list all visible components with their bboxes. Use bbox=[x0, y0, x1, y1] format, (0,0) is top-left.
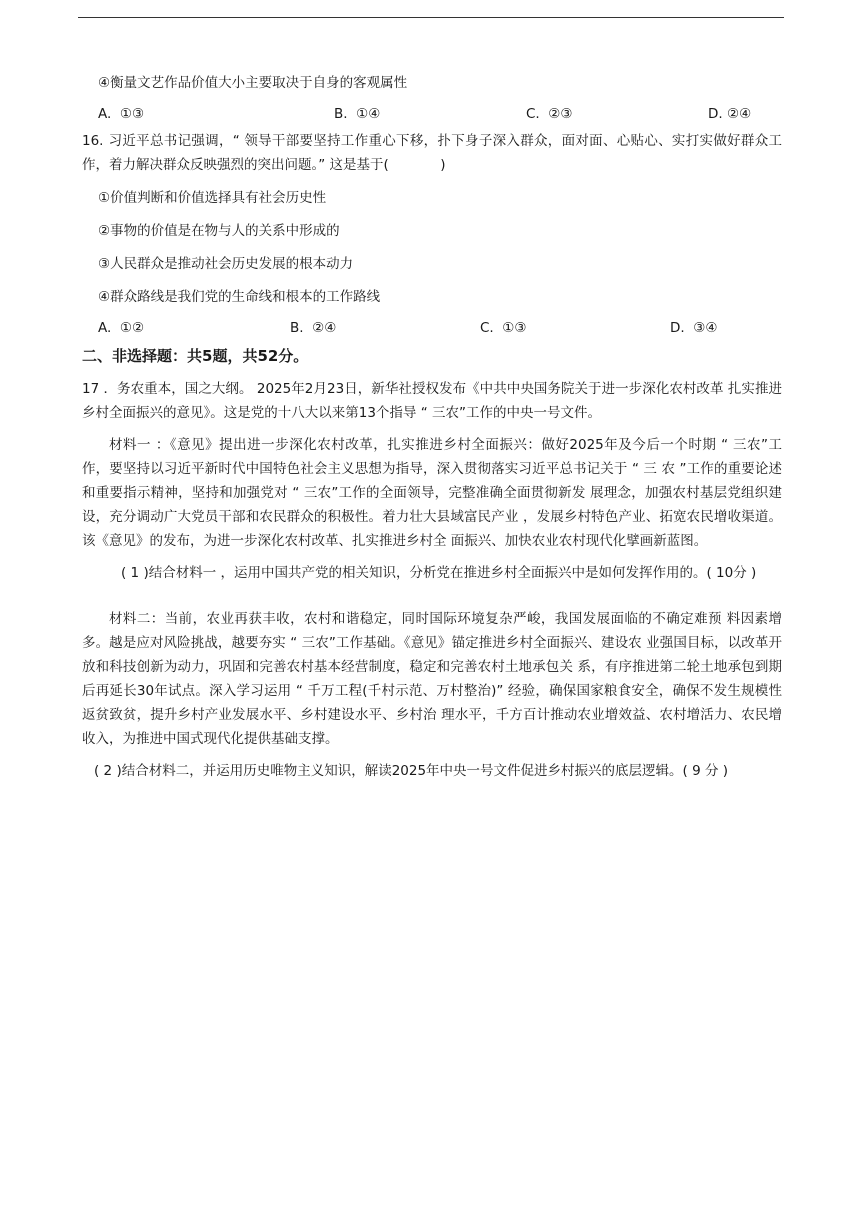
q16-stem-text: 习近平总书记强调，“ 领导干部要坚持工作重心下移，扑下身子深入群众，面对面、心贴心、实打实做好群众工作，着力解决群众反映强烈的突出问题。” 这是基于( ) bbox=[82, 133, 782, 173]
q16-stem bbox=[82, 129, 782, 177]
q16-option-b[interactable]: B. ②④ bbox=[290, 320, 337, 336]
q15-option-a[interactable]: A. ①③ bbox=[98, 106, 145, 122]
q17-subquestion-1: ( 1 )结合材料一 ，运用中国共产党的相关知识，分析党在推进乡村全面振兴中是如何发挥作用的。( 10分 ) bbox=[121, 565, 757, 581]
q15-item-4: ④衡量文艺作品价值大小主要取决于自身的客观属性 bbox=[98, 75, 408, 91]
q15-option-d[interactable]: D. ②④ bbox=[708, 106, 752, 122]
q16-item-1: ①价值判断和价值选择具有社会历史性 bbox=[98, 190, 327, 206]
q16-number: 16. bbox=[82, 133, 104, 149]
q16-options bbox=[82, 317, 782, 339]
q16-item-2: ②事物的价值是在物与人的关系中形成的 bbox=[98, 223, 340, 239]
q16-item-3: ③人民群众是推动社会历史发展的根本动力 bbox=[98, 256, 354, 272]
q17-material-1: 材料一 ：《意见》提出进一步深化农村改革，扎实推进乡村全面振兴：做好2025年及今后一个时期 “ 三农”工作，要坚持以习近平新时代中国特色社会主义思想为指导，深入贯彻落实习近平总书记关于 “ 三 农 ”工作的重要论述和重要指示精神，坚持和加强党对 “ 三农”工作的全面领导，完整准确全面贯彻新发 展理念，加强农村基层党组织建设，充分调动广大党员干部和农民群众的积极性。着力壮大县域富民产业 ，发展乡村特色产业、拓宽农民增收渠道。该《意见》的发布，为进一步深化农村改革、扎实推进乡村全 面振兴、加快农业农村现代化擘画新蓝图。 bbox=[82, 437, 782, 549]
header-rule bbox=[78, 17, 784, 18]
exam-page bbox=[82, 70, 782, 791]
q15-option-c[interactable]: C. ②③ bbox=[526, 106, 573, 122]
section-2-title: 二、非选择题：共5题，共52分。 bbox=[82, 347, 309, 365]
q17-intro: 17 ．务农重本，国之大纲。 2025年2月23日，新华社授权发布《中共中央国务院关于进一步深化农村改革 扎实推进乡村全面振兴的意见》。这是党的十八大以来第13个指导 “ 三农”工作的中央一号文件。 bbox=[82, 381, 782, 421]
q16-option-c[interactable]: C. ①③ bbox=[480, 320, 527, 336]
q16-item-4: ④群众路线是我们党的生命线和根本的工作路线 bbox=[98, 289, 381, 305]
spacer bbox=[82, 593, 782, 607]
q15-option-b[interactable]: B. ①④ bbox=[334, 106, 381, 122]
q15-options bbox=[82, 103, 782, 125]
q17-material-2: 材料二：当前，农业再获丰收，农村和谐稳定，同时国际环境复杂严峻，我国发展面临的不确定难预 料因素增多。越是应对风险挑战，越要夯实 “ 三农”工作基础。《意见》锚定推进乡村全面振兴、建设农 业强国目标，以改革开放和科技创新为动力，巩固和完善农村基本经营制度，稳定和完善农村土地承包关 系，有序推进第二轮土地承包到期后再延长30年试点。深入学习运用 “ 千万工程(千村示范、万村整治)” 经验，确保国家粮食安全，确保不发生规模性返贫致贫，提升乡村产业发展水平、乡村建设水平、乡村治 理水平，千方百计推动农业增效益、农村增活力、农民增收入，为推进中国式现代化提供基础支撑。 bbox=[82, 611, 782, 747]
q16-option-a[interactable]: A. ①② bbox=[98, 320, 145, 336]
q16-option-d[interactable]: D. ③④ bbox=[670, 320, 718, 336]
q17-subquestion-2: ( 2 )结合材料二，并运用历史唯物主义知识，解读2025年中央一号文件促进乡村振兴的底层逻辑。( 9 分 ) bbox=[94, 763, 729, 779]
